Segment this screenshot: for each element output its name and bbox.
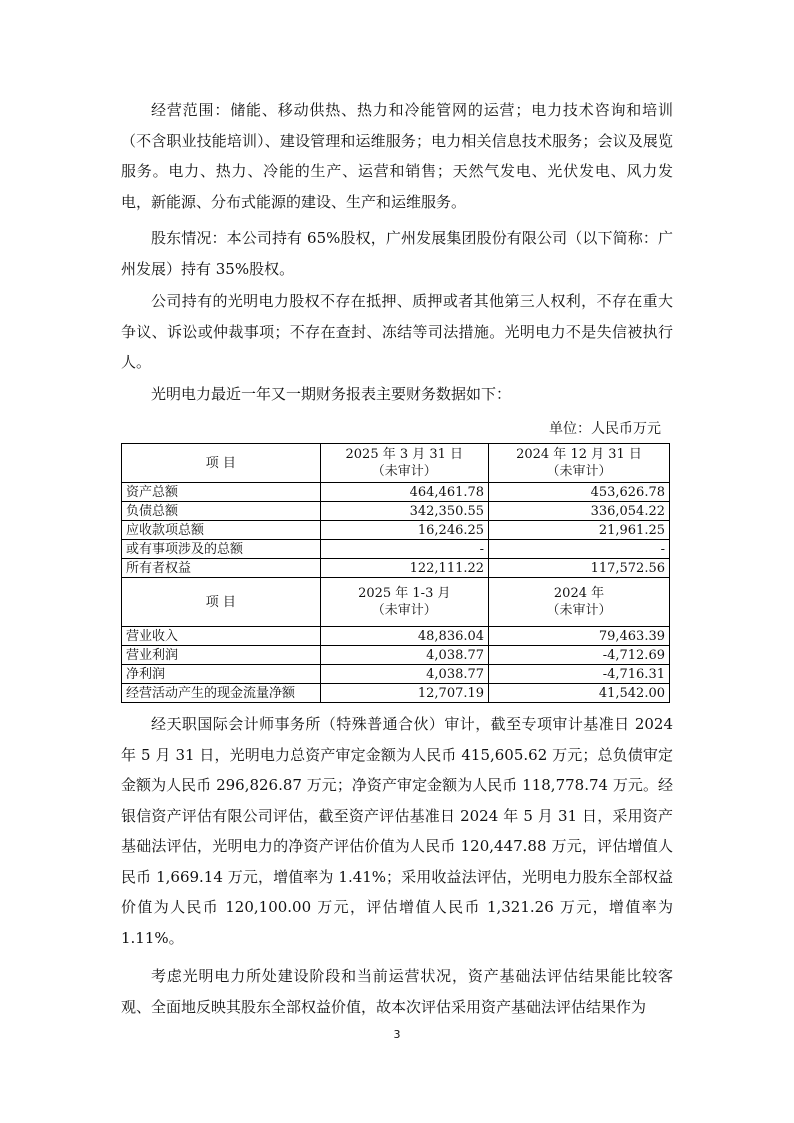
- header-period-col2-note: （未审计）: [546, 603, 612, 618]
- table-row: [122, 559, 670, 578]
- shareholders-paragraph: 股东情况：本公司持有 65%股权，广州发展集团股份有限公司（以下简称：广州发展）持有 35%股权。: [121, 229, 673, 278]
- table-row: [122, 502, 670, 521]
- table-row: [122, 684, 670, 703]
- row-value: 79,463.39: [489, 627, 670, 646]
- row-value: 117,572.56: [489, 559, 670, 578]
- table-row: [122, 521, 670, 540]
- header-period-col1-date: 2025 年 1-3 月: [358, 586, 451, 601]
- row-label: 应收款项总额: [122, 521, 321, 540]
- table-row: [122, 540, 670, 559]
- table-header-row: [122, 444, 670, 483]
- row-value: 453,626.78: [489, 483, 670, 502]
- header-period-col2: [489, 578, 670, 627]
- row-label: 或有事项涉及的总额: [122, 540, 321, 559]
- header-period-col2-date: 2024 年: [553, 586, 605, 601]
- header-period-col1: [320, 578, 489, 627]
- header-period-col1-note: （未审计）: [371, 603, 437, 618]
- row-label: 净利润: [122, 665, 321, 684]
- row-value: 122,111.22: [320, 559, 489, 578]
- equity-status-paragraph: 公司持有的光明电力股权不存在抵押、质押或者其他第三人权利，不存在重大争议、诉讼或仲裁事项；不存在查封、冻结等司法措施。光明电力不是失信被执行人。: [121, 292, 673, 371]
- header-period-col1-note: （未审计）: [371, 464, 437, 479]
- row-value: 48,836.04: [320, 627, 489, 646]
- row-value: -4,712.69: [489, 646, 670, 665]
- financial-table: [121, 443, 670, 703]
- header-period-col1-date: 2025 年 3 月 31 日: [345, 447, 464, 462]
- audit-paragraph: 经天职国际会计师事务所（特殊普通合伙）审计，截至专项审计基准日 2024 年 5 月 31 日，光明电力总资产审定金额为人民币 415,605.62 万元；总负债审定金额为人民币 296,826.87 万元；净资产审定金额为人民币 118,778.74 万元。经银信资产评估有限公司评估，截至资产评估基准日 2024 年 5 月 31 日，采用资产基础法评估，光明电力的净资产评估价值为人民币 120,447.88 万元，评估增值人民币 1,669.14 万元，增值率为 1.41%；采用收益法评估，光明电力股东全部权益价值为人民币 120,100.00 万元，评估增值人民币 1,321.26 万元，增值率为 1.11%。: [121, 715, 673, 947]
- row-label: 所有者权益: [122, 559, 321, 578]
- row-label: 资产总额: [122, 483, 321, 502]
- table-row: [122, 483, 670, 502]
- row-value: 336,054.22: [489, 502, 670, 521]
- row-value: 4,038.77: [320, 646, 489, 665]
- row-value: 41,542.00: [489, 684, 670, 703]
- table-row: [122, 665, 670, 684]
- financial-intro-paragraph: 光明电力最近一年又一期财务报表主要财务数据如下：: [151, 385, 512, 403]
- table-unit-label: 单位：人民币万元: [549, 421, 661, 437]
- row-value: 12,707.19: [320, 684, 489, 703]
- row-label: 营业收入: [122, 627, 321, 646]
- header-period-col2-note: （未审计）: [546, 464, 612, 479]
- row-value: 342,350.55: [320, 502, 489, 521]
- header-item: 项 目: [122, 444, 321, 483]
- row-value: -: [320, 540, 489, 559]
- row-label: 负债总额: [122, 502, 321, 521]
- table-row: [122, 646, 670, 665]
- conclusion-paragraph: 考虑光明电力所处建设阶段和当前运营状况，资产基础法评估结果能比较客观、全面地反映其股东全部权益价值，故本次评估采用资产基础法评估结果作为: [121, 967, 673, 1016]
- business-scope-paragraph: 经营范围：储能、移动供热、热力和冷能管网的运营；电力技术咨询和培训（不含职业技能培训）、建设管理和运维服务；电力相关信息技术服务；会议及展览服务。电力、热力、冷能的生产、运营和销售；天然气发电、光伏发电、风力发电，新能源、分布式能源的建设、生产和运维服务。: [121, 101, 673, 211]
- row-value: 16,246.25: [320, 521, 489, 540]
- page-number: 3: [393, 1028, 401, 1041]
- table-header-row: [122, 578, 670, 627]
- row-value: 464,461.78: [320, 483, 489, 502]
- row-label: 营业利润: [122, 646, 321, 665]
- header-period-col1: [320, 444, 489, 483]
- table-row: [122, 627, 670, 646]
- row-value: -: [489, 540, 670, 559]
- header-period-col2: [489, 444, 670, 483]
- row-value: 21,961.25: [489, 521, 670, 540]
- row-value: 4,038.77: [320, 665, 489, 684]
- header-period-col2-date: 2024 年 12 月 31 日: [516, 447, 642, 462]
- row-label: 经营活动产生的现金流量净额: [122, 684, 321, 703]
- row-value: -4,716.31: [489, 665, 670, 684]
- header-item: 项 目: [122, 578, 321, 627]
